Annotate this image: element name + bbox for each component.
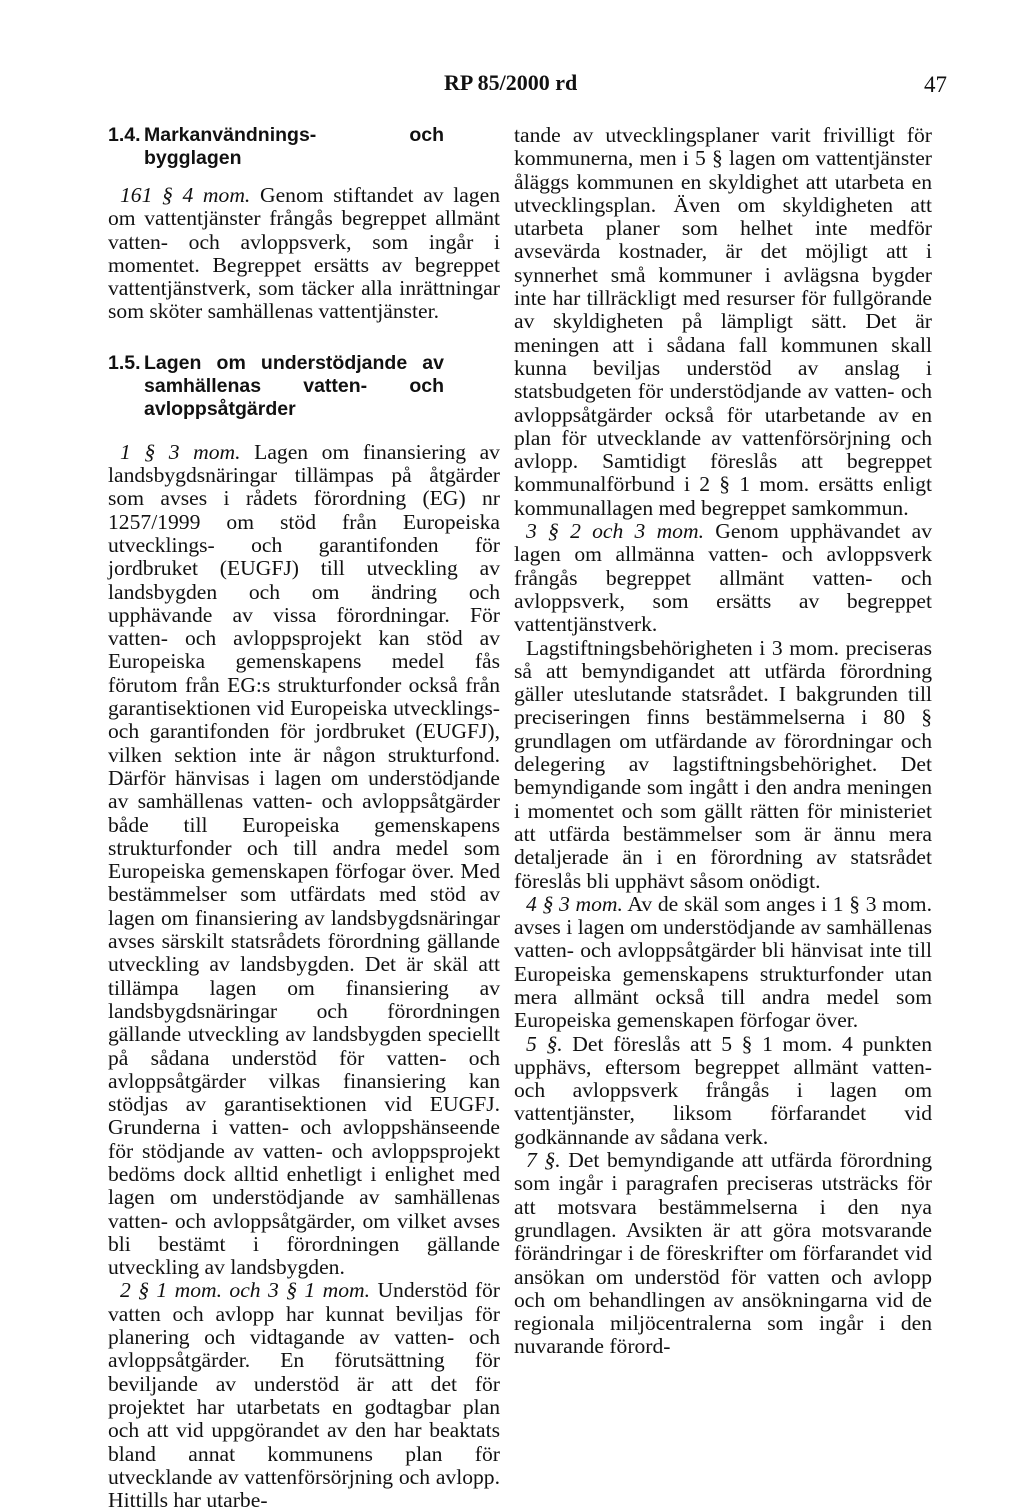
section-heading-1-4 [108, 124, 500, 170]
paragraph-text: Lagen om finansiering av landsbygdsnäringar tillämpas på åtgärder som avses i rådets förordning (EG) nr 1257/1999 om stöd från Europeiska utvecklings- och garantifonden för jordbruket (EUGFJ) till utveckling av landsbygden och om ändring och upphävande av vissa förordningar. För vatten- och avloppsprojekt kan stöd av Europeiska gemenskapens medel fås förutom från EG:s strukturfonder också från garantisektionen vid Europeiska utvecklings- och garantifonden för jordbruket (EUGFJ), vilken sektion inte är någon strukturfond. Därför hänvisas i lagen om understödjande av samhällenas vatten- och avloppsåtgärder både till Europeiska gemenskapens strukturfonder och till andra medel som Europeiska gemenskapen förfogar över. Med bestämmelser som utfärdats med stöd av lagen om finansiering av landsbygdsnäringar avses särskilt statsrådets förordning gällande utveckling av landsbygden. Det är skäl att tillämpa lagen om finansiering av landsbygdsnäringar och förordningen gällande utveckling av landsbygden speciellt på sådana understöd för vatten- och avloppsåtgärder vilkas finansiering kan stödjas av garantisektionen vid EUGFJ. Grunderna i vatten- och avloppshänseende för stödjande av vatten- och avloppsprojekt bedöms dock alltid enhetligt i enlighet med lagen om understödjande av samhällenas vatten- och avloppsåtgärder, om vilket avses bli bestämt i förordningen gällande utveckling av landsbygden. [108, 439, 500, 1280]
paragraph-text: Av de skäl som anges i 1 § 3 mom. avses i lagen om understödjande av samhällenas vatten- och avloppsåtgärder bli hänvisat inte till Europeiska gemenskapens strukturfonder utan mera allmänt också till andra medel som Europeiska gemenskapen förfogar över. [514, 891, 932, 1033]
paragraph: tande av utvecklingsplaner varit frivilligt för kommunerna, men i 5 § lagen om vattentjänster åläggs kommunen en skyldighet att utarbeta en utvecklingsplan. Även om skyldigheten att utarbeta planer som helhet inte medför avsevärda kostnader, är det möjligt att i synnerhet små kommuner i avlägsna bygder inte har tillräckligt med resurser för fullgörande av skyldigheten på lämpligt sätt. Det är meningen att i sådana fall kommunen skall kunna beviljas understöd av anslag i statsbudgeten för understödjande av vatten- och avloppsåtgärder också för utarbetande av en plan för utvecklande av vattenförsörjning och avlopp. Samtidigt föreslås att begreppet kommunalförbund i 2 § 1 mom. ersätts enligt kommunallagen med begreppet samkommun. [514, 123, 932, 520]
right-column [514, 124, 932, 1359]
paragraph [514, 1033, 932, 1149]
paragraph [514, 520, 932, 636]
paragraph-reference: 161 § 4 mom. [120, 183, 251, 207]
paragraph-reference: 5 §. [526, 1031, 563, 1056]
paragraph-text: Genom upphävandet av lagen om allmänna vatten- och avloppsverk frångås begreppet allmänt vatten- och avloppsverk, som ersätts av begreppet vattentjänstverk. [514, 519, 932, 637]
paragraph: Lagstiftningsbehörigheten i 3 mom. preciseras så att bemyndigandet att utfärda förordning gäller uteslutande statsrådet. I bakgrunden till preciseringen finns bestämmelserna i 80 § grundlagen om utfärdande av förordningar och delegering av lagstiftningsbehörighet. Det bemyndigande som ingått i den andra meningen i momentet och som gällt rätten för ministeriet att utfärda bestämmelser som är ännu mera detaljerade än i en förordning av statsrådet föreslås bli upphävt såsom onödigt. [514, 635, 932, 893]
paragraph-text: Det föreslås att 5 § 1 mom. 4 punkten upphävs, eftersom begreppet allmänt vatten- och avloppsverk frångås i lagen om vattentjänster, liksom förfarandet vid godkännande av sådana verk. [514, 1031, 933, 1149]
paragraph-text: Understöd för vatten och avlopp har kunnat beviljas för planering och vidtagande av vatten- och avloppsåtgärder. En förutsättning för beviljande av understöd är att det för projektet har utarbetats en godtagbar plan och att vid uppgörandet av den har beaktats bland annat kommunens plan för utvecklande av vattenförsörjning och avlopp. Hittills har utarbe- [108, 1278, 500, 1512]
paragraph [108, 184, 500, 324]
section-title: Lagen om understödjande av samhällenas vatten- och avloppsåtgärder [144, 351, 444, 420]
section-title: Markanvändnings- och bygglagen [144, 124, 444, 169]
paragraph [514, 893, 932, 1033]
paragraph-reference: 3 § 2 och 3 mom. [526, 519, 704, 544]
paragraph [514, 1149, 932, 1359]
running-header: RP 85/2000 rd [444, 70, 578, 95]
paragraph [108, 441, 500, 1280]
section-number: 1.4. [108, 124, 141, 146]
paragraph-reference: 2 § 1 mom. och 3 § 1 mom. [120, 1278, 371, 1303]
paragraph-reference: 1 § 3 mom. [120, 439, 241, 464]
section-heading-1-5 [108, 352, 500, 421]
section-number: 1.5. [108, 351, 141, 374]
paragraph-text: Det bemyndigande att utfärda förordning som ingår i paragrafen preciseras utsträcks för att motsvara bestämmelserna i den nya grundlagen. Avsikten är att göra motsvarande förändringar i de föreskrifter om förfarandet vid ansökan om understöd för vatten och avlopp och om behandlingen av ansökningarna vid de regionala miljöcentralerna som ingår i den nuvarande förord- [514, 1148, 932, 1359]
paragraph-reference: 4 § 3 mom. [526, 891, 623, 916]
paragraph-text: Genom stiftandet av lagen om vattentjänster frångås begreppet allmänt vatten- och avloppsverk, som ingår i momentet. Begreppet ersätts av begreppet vattentjänstverk, som täcker alla inrättningar som sköter samhällenas vattentjänster. [108, 183, 500, 324]
paragraph [108, 1279, 500, 1512]
page-number: 47 [924, 72, 947, 97]
paragraph-reference: 7 §. [526, 1148, 561, 1173]
left-column [108, 124, 500, 1512]
